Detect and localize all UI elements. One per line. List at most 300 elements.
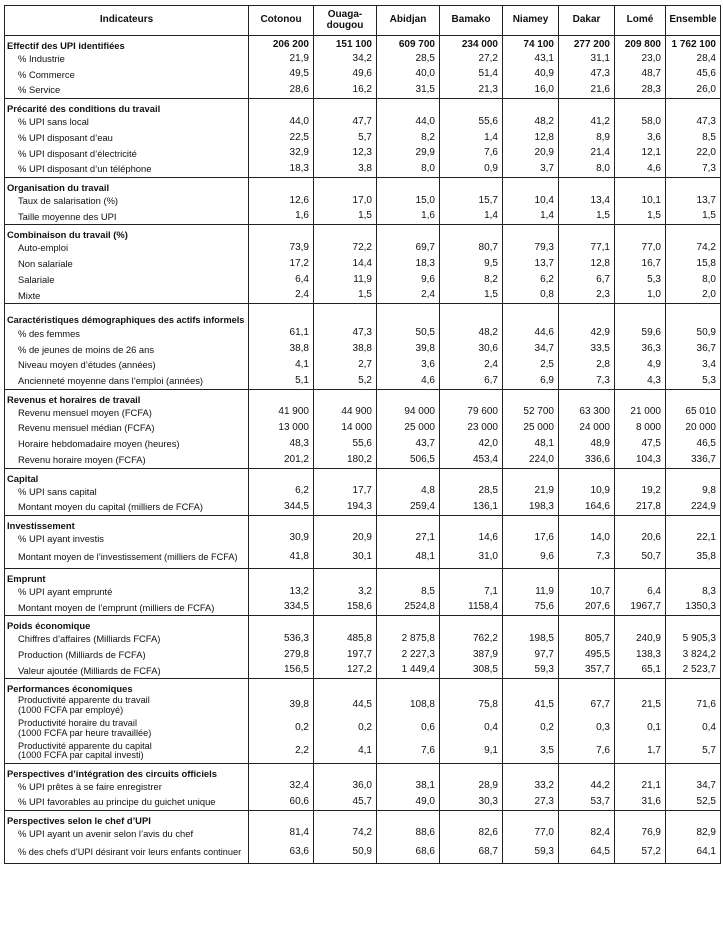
value-cell: 47,3 xyxy=(314,326,377,342)
value-cell: 82,9 xyxy=(666,826,721,842)
table-row xyxy=(5,600,721,616)
value-cell: 36,0 xyxy=(314,779,377,795)
value-cell: 25 000 xyxy=(377,420,440,436)
value-cell: 1,5 xyxy=(666,209,721,225)
value-cell: 4,6 xyxy=(615,162,666,178)
value-cell: 15,0 xyxy=(377,193,440,209)
value-cell: 97,7 xyxy=(503,647,559,663)
value-cell: 1158,4 xyxy=(440,600,503,616)
indicators-table xyxy=(4,5,721,864)
row-label: % UPI ayant un avenir selon l’avis du chef xyxy=(5,826,249,842)
value-cell: 18,3 xyxy=(249,162,314,178)
row-label: % Service xyxy=(5,83,249,99)
value-cell: 48,3 xyxy=(249,436,314,452)
value-cell: 8,0 xyxy=(377,162,440,178)
row-label: Montant moyen de l’investissement (milliers de FCFA) xyxy=(5,547,249,569)
value-cell xyxy=(503,225,559,240)
value-cell xyxy=(377,225,440,240)
value-cell: 31,0 xyxy=(440,547,503,569)
section-label: Emprunt xyxy=(5,569,249,584)
section-label: Revenus et horaires de travail xyxy=(5,389,249,404)
section-label: Perspectives d’intégration des circuits officiels xyxy=(5,763,249,778)
value-cell: 38,8 xyxy=(249,342,314,358)
value-cell: 79,3 xyxy=(503,240,559,256)
value-cell: 68,7 xyxy=(440,842,503,864)
value-cell xyxy=(559,515,615,530)
value-cell: 16,2 xyxy=(314,83,377,99)
value-cell: 14,4 xyxy=(314,256,377,272)
value-cell: 506,5 xyxy=(377,452,440,468)
value-cell: 20 000 xyxy=(666,420,721,436)
value-cell xyxy=(314,810,377,825)
value-cell xyxy=(666,569,721,584)
value-cell: 151 100 xyxy=(314,36,377,51)
value-cell: 387,9 xyxy=(440,647,503,663)
value-cell: 82,4 xyxy=(559,826,615,842)
table-row xyxy=(5,531,721,547)
table-row xyxy=(5,146,721,162)
value-cell: 1,5 xyxy=(615,209,666,225)
value-cell: 1350,3 xyxy=(666,600,721,616)
section-row xyxy=(5,36,721,51)
header-lome: Lomé xyxy=(615,6,666,36)
value-cell xyxy=(503,763,559,778)
value-cell xyxy=(249,99,314,114)
value-cell: 3,8 xyxy=(314,162,377,178)
value-cell xyxy=(559,679,615,694)
value-cell: 18,3 xyxy=(377,256,440,272)
value-cell: 7,6 xyxy=(559,740,615,763)
value-cell: 43,7 xyxy=(377,436,440,452)
value-cell: 2 875,8 xyxy=(377,631,440,647)
row-label: Valeur ajoutée (Milliards de FCFA) xyxy=(5,663,249,679)
value-cell: 344,5 xyxy=(249,499,314,515)
value-cell: 7,3 xyxy=(559,373,615,389)
value-cell: 104,3 xyxy=(615,452,666,468)
value-cell: 336,7 xyxy=(666,452,721,468)
section-row xyxy=(5,389,721,404)
value-cell: 12,3 xyxy=(314,146,377,162)
value-cell: 1,5 xyxy=(559,209,615,225)
row-label: % UPI sans local xyxy=(5,114,249,130)
value-cell: 4,1 xyxy=(314,740,377,763)
value-cell xyxy=(503,679,559,694)
table-row xyxy=(5,342,721,358)
value-cell xyxy=(615,178,666,193)
value-cell: 21 000 xyxy=(615,405,666,421)
value-cell xyxy=(666,389,721,404)
value-cell xyxy=(559,810,615,825)
value-cell: 536,3 xyxy=(249,631,314,647)
value-cell: 10,7 xyxy=(559,584,615,600)
value-cell: 55,6 xyxy=(440,114,503,130)
row-label: Revenu mensuel moyen (FCFA) xyxy=(5,405,249,421)
table-row xyxy=(5,647,721,663)
row-label: % UPI disposant d’eau xyxy=(5,130,249,146)
value-cell: 3,5 xyxy=(503,740,559,763)
value-cell: 3 824,2 xyxy=(666,647,721,663)
value-cell xyxy=(615,569,666,584)
value-cell xyxy=(503,468,559,483)
value-cell xyxy=(440,515,503,530)
value-cell: 58,0 xyxy=(615,114,666,130)
value-cell: 12,6 xyxy=(249,193,314,209)
value-cell: 0,2 xyxy=(314,717,377,740)
row-label: Montant moyen du capital (milliers de FCFA) xyxy=(5,499,249,515)
table-row xyxy=(5,405,721,421)
value-cell: 158,6 xyxy=(314,600,377,616)
value-cell: 0,4 xyxy=(440,717,503,740)
value-cell: 8,9 xyxy=(559,130,615,146)
value-cell: 47,5 xyxy=(615,436,666,452)
value-cell: 2,2 xyxy=(249,740,314,763)
value-cell: 47,3 xyxy=(559,67,615,83)
value-cell: 1,4 xyxy=(503,209,559,225)
value-cell xyxy=(503,99,559,114)
value-cell: 32,4 xyxy=(249,779,314,795)
value-cell: 1,7 xyxy=(615,740,666,763)
value-cell: 17,0 xyxy=(314,193,377,209)
table-row xyxy=(5,740,721,763)
value-cell xyxy=(440,389,503,404)
value-cell: 41,5 xyxy=(503,694,559,717)
value-cell xyxy=(615,468,666,483)
value-cell xyxy=(314,569,377,584)
value-cell: 9,6 xyxy=(377,272,440,288)
value-cell: 82,6 xyxy=(440,826,503,842)
value-cell xyxy=(666,178,721,193)
value-cell: 38,1 xyxy=(377,779,440,795)
value-cell xyxy=(314,99,377,114)
row-label: % UPI disposant d’électricité xyxy=(5,146,249,162)
value-cell: 0,3 xyxy=(559,717,615,740)
value-cell: 22,0 xyxy=(666,146,721,162)
value-cell: 6,2 xyxy=(249,484,314,500)
value-cell: 49,5 xyxy=(249,67,314,83)
value-cell: 48,1 xyxy=(503,436,559,452)
value-cell: 0,9 xyxy=(440,162,503,178)
value-cell xyxy=(559,99,615,114)
value-cell: 308,5 xyxy=(440,663,503,679)
value-cell xyxy=(249,468,314,483)
table-row xyxy=(5,842,721,864)
section-row xyxy=(5,569,721,584)
table-row xyxy=(5,717,721,740)
value-cell: 9,5 xyxy=(440,256,503,272)
value-cell: 4,6 xyxy=(377,373,440,389)
value-cell xyxy=(615,99,666,114)
value-cell: 48,1 xyxy=(377,547,440,569)
value-cell xyxy=(666,225,721,240)
value-cell xyxy=(314,679,377,694)
value-cell: 60,6 xyxy=(249,795,314,811)
value-cell: 1,5 xyxy=(314,288,377,304)
value-cell: 4,9 xyxy=(615,357,666,373)
row-label: % Industrie xyxy=(5,51,249,67)
value-cell: 13,2 xyxy=(249,584,314,600)
value-cell: 13,7 xyxy=(666,193,721,209)
value-cell: 47,7 xyxy=(314,114,377,130)
value-cell xyxy=(377,389,440,404)
value-cell xyxy=(314,389,377,404)
value-cell: 57,2 xyxy=(615,842,666,864)
value-cell: 14,6 xyxy=(440,531,503,547)
value-cell: 73,9 xyxy=(249,240,314,256)
value-cell: 0,2 xyxy=(503,717,559,740)
value-cell xyxy=(666,515,721,530)
value-cell: 27,2 xyxy=(440,51,503,67)
value-cell: 21,3 xyxy=(440,83,503,99)
section-label: Combinaison du travail (%) xyxy=(5,225,249,240)
value-cell: 52 700 xyxy=(503,405,559,421)
value-cell: 224,0 xyxy=(503,452,559,468)
table-row xyxy=(5,67,721,83)
header-abidjan: Abidjan xyxy=(377,6,440,36)
section-label: Performances économiques xyxy=(5,679,249,694)
value-cell: 197,7 xyxy=(314,647,377,663)
value-cell: 32,9 xyxy=(249,146,314,162)
table-row xyxy=(5,83,721,99)
value-cell xyxy=(377,468,440,483)
value-cell: 76,9 xyxy=(615,826,666,842)
section-label: Perspectives selon le chef d’UPI xyxy=(5,810,249,825)
value-cell xyxy=(559,178,615,193)
value-cell: 1,5 xyxy=(314,209,377,225)
value-cell: 44,2 xyxy=(559,779,615,795)
value-cell: 47,3 xyxy=(666,114,721,130)
value-cell: 3,7 xyxy=(503,162,559,178)
value-cell: 0,2 xyxy=(249,717,314,740)
value-cell: 48,2 xyxy=(440,326,503,342)
value-cell xyxy=(666,679,721,694)
row-label: Niveau moyen d’études (années) xyxy=(5,357,249,373)
indicators-table-container xyxy=(4,5,721,864)
section-row xyxy=(5,468,721,483)
value-cell: 41,2 xyxy=(559,114,615,130)
value-cell xyxy=(377,515,440,530)
value-cell: 3,4 xyxy=(666,357,721,373)
value-cell: 74 100 xyxy=(503,36,559,51)
value-cell: 46,5 xyxy=(666,436,721,452)
value-cell: 5,7 xyxy=(314,130,377,146)
row-label: % des chefs d’UPI désirant voir leurs enfants continuer xyxy=(5,842,249,864)
value-cell: 8 000 xyxy=(615,420,666,436)
value-cell: 12,8 xyxy=(503,130,559,146)
value-cell: 1 449,4 xyxy=(377,663,440,679)
row-label: Horaire hebdomadaire moyen (heures) xyxy=(5,436,249,452)
row-label: % UPI ayant investis xyxy=(5,531,249,547)
value-cell xyxy=(559,304,615,326)
value-cell: 8,3 xyxy=(666,584,721,600)
value-cell: 21,6 xyxy=(559,83,615,99)
row-label: Taux de salarisation (%) xyxy=(5,193,249,209)
value-cell: 3,6 xyxy=(377,357,440,373)
table-row xyxy=(5,130,721,146)
value-cell: 28,5 xyxy=(440,484,503,500)
value-cell: 6,4 xyxy=(615,584,666,600)
value-cell xyxy=(249,616,314,631)
value-cell: 64,5 xyxy=(559,842,615,864)
header-ouagadougou: Ouaga- dougou xyxy=(314,6,377,36)
value-cell: 217,8 xyxy=(615,499,666,515)
value-cell: 156,5 xyxy=(249,663,314,679)
value-cell: 7,3 xyxy=(666,162,721,178)
value-cell xyxy=(377,679,440,694)
table-row xyxy=(5,826,721,842)
table-row xyxy=(5,694,721,717)
value-cell xyxy=(615,810,666,825)
value-cell xyxy=(615,225,666,240)
value-cell: 4,8 xyxy=(377,484,440,500)
value-cell: 357,7 xyxy=(559,663,615,679)
row-label: % de jeunes de moins de 26 ans xyxy=(5,342,249,358)
value-cell: 17,2 xyxy=(249,256,314,272)
value-cell: 22,1 xyxy=(666,531,721,547)
value-cell xyxy=(559,468,615,483)
table-row xyxy=(5,584,721,600)
value-cell: 65 010 xyxy=(666,405,721,421)
row-label: Production (Milliards de FCFA) xyxy=(5,647,249,663)
header-row xyxy=(5,6,721,36)
value-cell: 10,4 xyxy=(503,193,559,209)
value-cell: 164,6 xyxy=(559,499,615,515)
row-label: Revenu mensuel médian (FCFA) xyxy=(5,420,249,436)
value-cell: 495,5 xyxy=(559,647,615,663)
value-cell xyxy=(377,810,440,825)
value-cell xyxy=(440,763,503,778)
value-cell: 1,4 xyxy=(440,209,503,225)
value-cell xyxy=(314,515,377,530)
row-label: Non salariale xyxy=(5,256,249,272)
value-cell: 41,8 xyxy=(249,547,314,569)
value-cell: 0,6 xyxy=(377,717,440,740)
value-cell: 27,1 xyxy=(377,531,440,547)
section-label: Poids économique xyxy=(5,616,249,631)
row-label: % UPI prêtes à se faire enregistrer xyxy=(5,779,249,795)
value-cell: 24 000 xyxy=(559,420,615,436)
value-cell xyxy=(314,616,377,631)
value-cell: 1,0 xyxy=(615,288,666,304)
value-cell: 16,0 xyxy=(503,83,559,99)
value-cell: 8,2 xyxy=(440,272,503,288)
value-cell xyxy=(377,99,440,114)
value-cell xyxy=(503,178,559,193)
table-row xyxy=(5,420,721,436)
value-cell: 2 523,7 xyxy=(666,663,721,679)
value-cell: 20,9 xyxy=(314,531,377,547)
value-cell: 81,4 xyxy=(249,826,314,842)
value-cell xyxy=(503,515,559,530)
value-cell: 30,1 xyxy=(314,547,377,569)
value-cell: 12,1 xyxy=(615,146,666,162)
value-cell: 1 762 100 xyxy=(666,36,721,51)
value-cell: 3,6 xyxy=(615,130,666,146)
value-cell: 61,1 xyxy=(249,326,314,342)
value-cell: 136,1 xyxy=(440,499,503,515)
value-cell: 28,4 xyxy=(666,51,721,67)
value-cell: 44 900 xyxy=(314,405,377,421)
value-cell: 43,1 xyxy=(503,51,559,67)
value-cell: 8,0 xyxy=(666,272,721,288)
value-cell: 9,6 xyxy=(503,547,559,569)
value-cell: 74,2 xyxy=(314,826,377,842)
value-cell: 48,7 xyxy=(615,67,666,83)
value-cell: 6,9 xyxy=(503,373,559,389)
value-cell: 30,3 xyxy=(440,795,503,811)
value-cell: 44,5 xyxy=(314,694,377,717)
value-cell: 10,1 xyxy=(615,193,666,209)
value-cell: 279,8 xyxy=(249,647,314,663)
section-label: Effectif des UPI identifiées xyxy=(5,36,249,51)
value-cell: 31,6 xyxy=(615,795,666,811)
row-label: Chiffres d’affaires (Milliards FCFA) xyxy=(5,631,249,647)
table-row xyxy=(5,193,721,209)
value-cell xyxy=(615,763,666,778)
value-cell: 88,6 xyxy=(377,826,440,842)
value-cell xyxy=(440,569,503,584)
value-cell xyxy=(503,569,559,584)
value-cell: 127,2 xyxy=(314,663,377,679)
table-row xyxy=(5,436,721,452)
value-cell: 29,9 xyxy=(377,146,440,162)
row-label: % UPI sans capital xyxy=(5,484,249,500)
value-cell: 42,9 xyxy=(559,326,615,342)
value-cell xyxy=(503,616,559,631)
section-label: Organisation du travail xyxy=(5,178,249,193)
value-cell: 45,6 xyxy=(666,67,721,83)
value-cell: 7,6 xyxy=(377,740,440,763)
row-label: % UPI favorables au principe du guichet unique xyxy=(5,795,249,811)
table-row xyxy=(5,209,721,225)
value-cell: 40,0 xyxy=(377,67,440,83)
value-cell: 67,7 xyxy=(559,694,615,717)
value-cell: 0,1 xyxy=(615,717,666,740)
row-label: Ancienneté moyenne dans l’emploi (années) xyxy=(5,373,249,389)
value-cell: 2,8 xyxy=(559,357,615,373)
value-cell xyxy=(559,569,615,584)
value-cell xyxy=(440,810,503,825)
value-cell: 2,3 xyxy=(559,288,615,304)
value-cell: 5 905,3 xyxy=(666,631,721,647)
value-cell: 55,6 xyxy=(314,436,377,452)
value-cell xyxy=(440,679,503,694)
table-row xyxy=(5,272,721,288)
value-cell: 23 000 xyxy=(440,420,503,436)
row-label: % UPI ayant emprunté xyxy=(5,584,249,600)
table-row xyxy=(5,779,721,795)
value-cell: 39,8 xyxy=(377,342,440,358)
value-cell: 198,3 xyxy=(503,499,559,515)
value-cell: 79 600 xyxy=(440,405,503,421)
value-cell: 1,5 xyxy=(440,288,503,304)
section-label: Investissement xyxy=(5,515,249,530)
section-row xyxy=(5,178,721,193)
value-cell: 180,2 xyxy=(314,452,377,468)
value-cell: 259,4 xyxy=(377,499,440,515)
value-cell: 2,4 xyxy=(440,357,503,373)
value-cell: 48,2 xyxy=(503,114,559,130)
value-cell xyxy=(249,225,314,240)
table-row xyxy=(5,114,721,130)
value-cell xyxy=(377,178,440,193)
value-cell: 8,0 xyxy=(559,162,615,178)
value-cell: 1,6 xyxy=(249,209,314,225)
value-cell: 453,4 xyxy=(440,452,503,468)
header-niamey: Niamey xyxy=(503,6,559,36)
value-cell: 2 227,3 xyxy=(377,647,440,663)
table-row xyxy=(5,240,721,256)
value-cell xyxy=(559,225,615,240)
